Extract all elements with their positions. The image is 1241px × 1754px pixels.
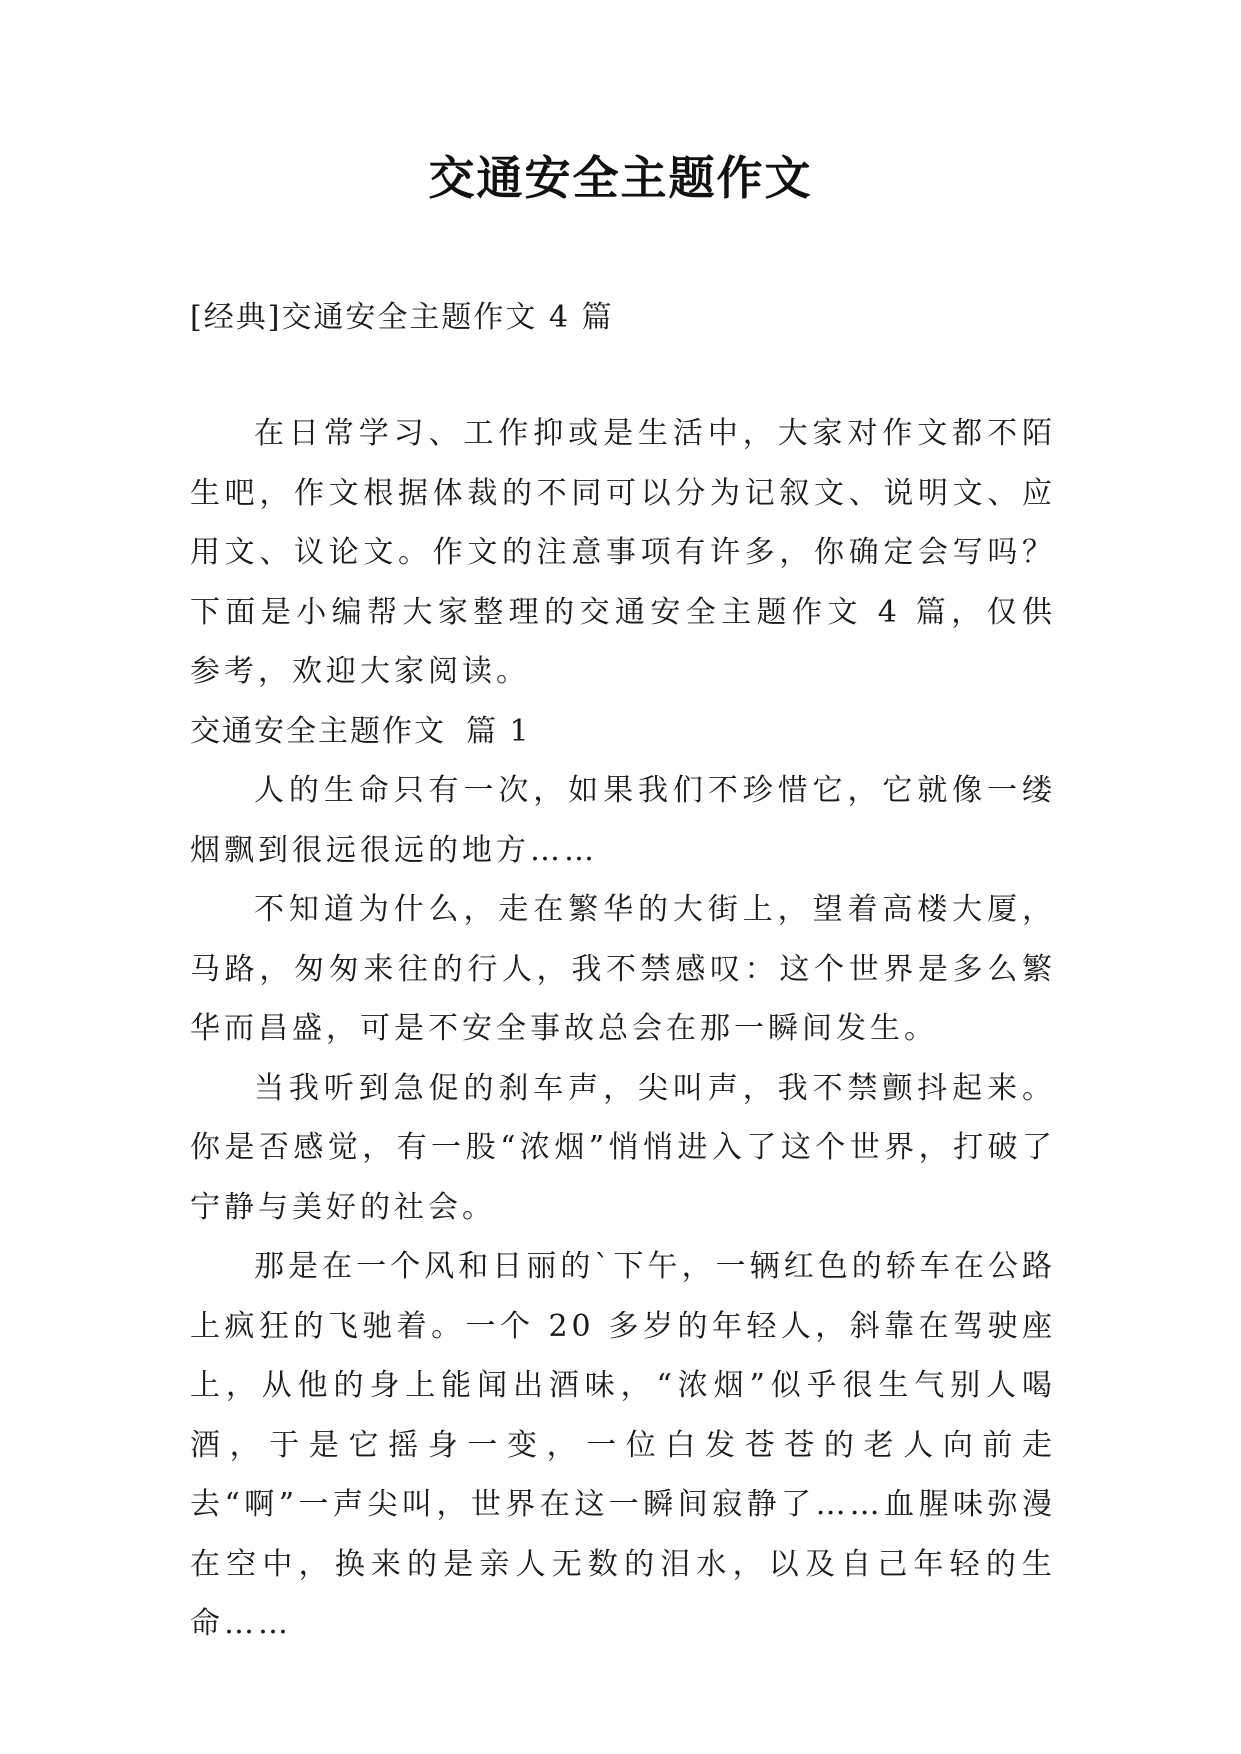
body-paragraph-3: 当我听到急促的刹车声，尖叫声，我不禁颤抖起来。你是否感觉，有一股“浓烟”悄悄进入了这个世界，打破了宁静与美好的社会。 — [190, 1070, 1056, 1225]
intro-paragraph: 在日常学习、工作抑或是生活中，大家对作文都不陌生吧，作文根据体裁的不同可以分为记叙文、说明文、应用文、议论文。作文的注意事项有许多，你确定会写吗？下面是小编帮大家整理的交通安全主题作文 4 篇，仅供参考，欢迎大家阅读。 — [190, 416, 1056, 689]
section-heading-number: 篇 1 — [466, 713, 531, 749]
body-paragraph-1: 人的生命只有一次，如果我们不珍惜它，它就像一缕烟飘到很远很远的地方…… — [190, 773, 1056, 868]
document-body — [190, 404, 1056, 1654]
document-title: 交通安全主题作文 — [428, 151, 813, 205]
document-subtitle: [经典]交通安全主题作文 4 篇 — [190, 300, 614, 335]
section-heading-title: 交通安全主题作文 — [190, 713, 446, 749]
body-paragraph-4: 那是在一个风和日丽的`下午，一辆红色的轿车在公路上疯狂的飞驰着。一个 20 多岁的年轻人，斜靠在驾驶座上，从他的身上能闻出酒味，“浓烟”似乎很生气别人喝酒，于是它摇身一变，一位白发苍苍的老人向前走去“啊”一声尖叫，世界在这一瞬间寂静了……血腥味弥漫在空中，换来的是亲人无数的泪水，以及自己年轻的生命…… — [190, 1249, 1056, 1641]
body-paragraph-2: 不知道为什么，走在繁华的大街上，望着高楼大厦，马路，匆匆来往的行人，我不禁感叹：这个世界是多么繁华而昌盛，可是不安全事故总会在那一瞬间发生。 — [190, 892, 1056, 1046]
section-heading — [190, 702, 1056, 762]
